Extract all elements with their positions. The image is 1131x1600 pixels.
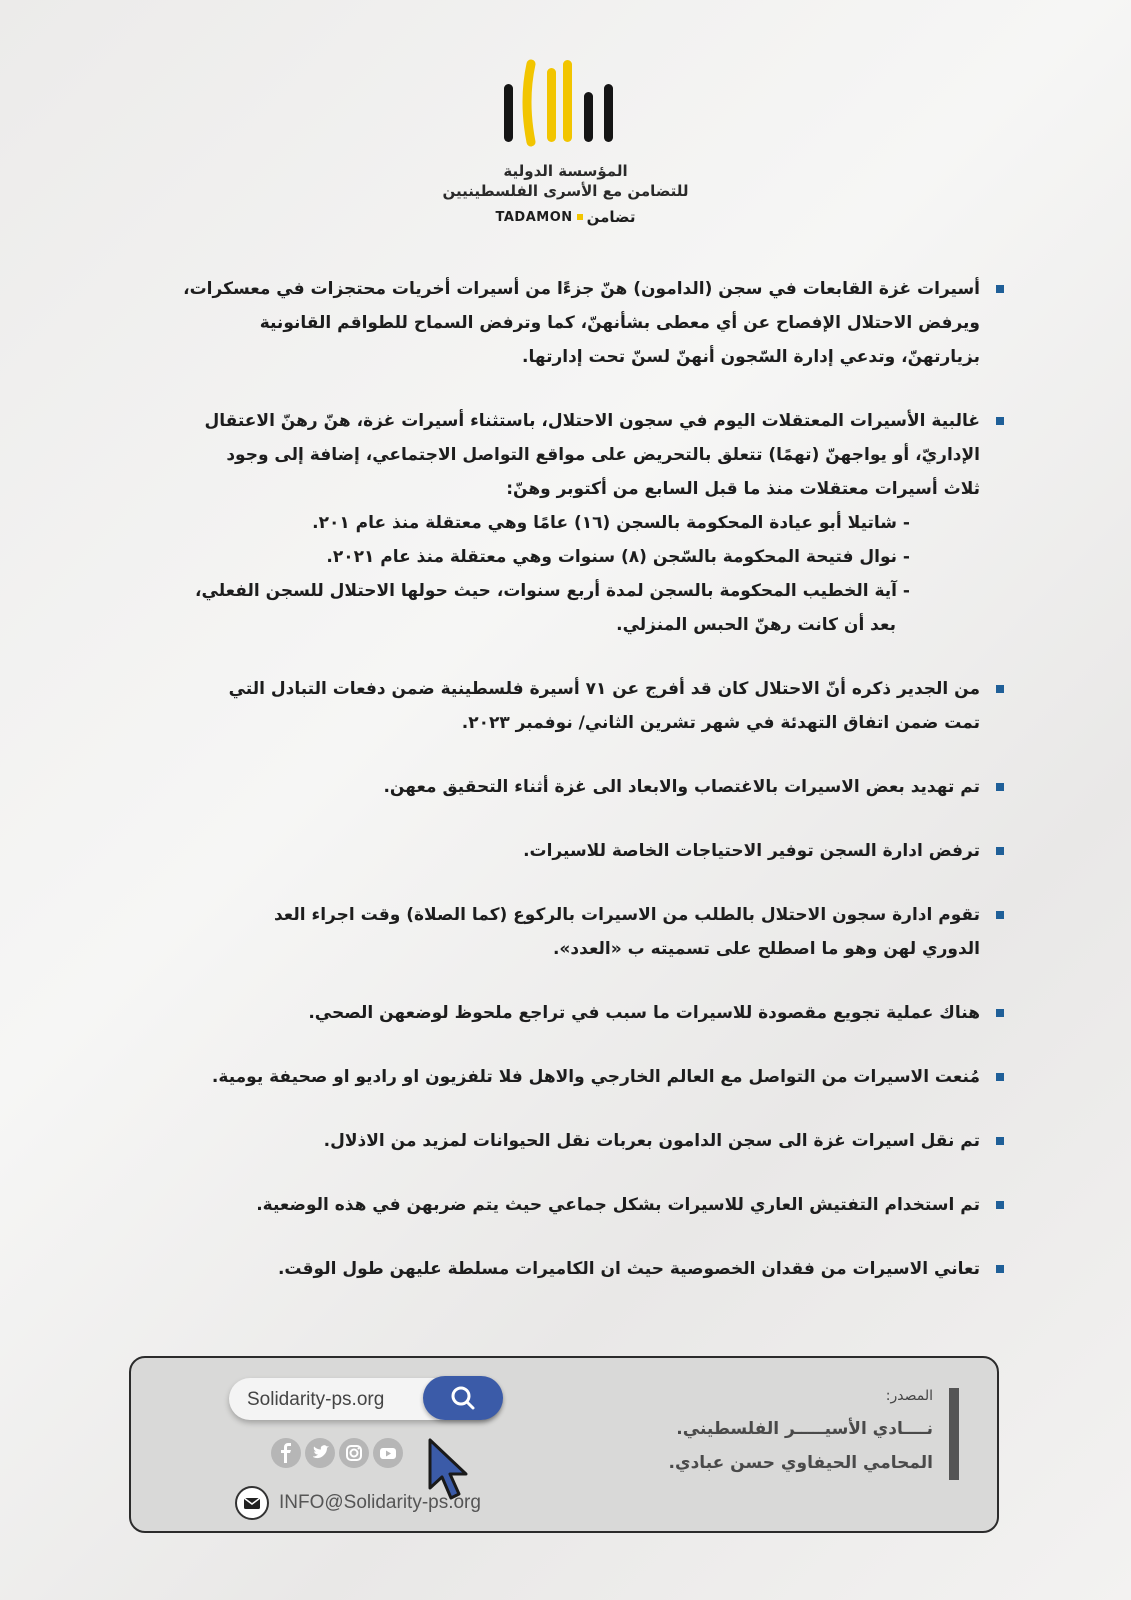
list-item (112, 996, 1004, 1030)
org-logo (0, 56, 1131, 226)
line: تم استخدام التفتيش العاري للاسيرات بشكل جماعي حيث يتم ضربهن في هذه الوضعية. (256, 1195, 980, 1215)
search-icon (423, 1376, 503, 1420)
sub-list (112, 506, 980, 642)
tadamon-bars-logo (501, 56, 631, 156)
brand-latin: TADAMON (495, 209, 573, 225)
bullet-square-icon (996, 1009, 1004, 1017)
bullet-square-icon (996, 847, 1004, 855)
sub-item: - نوال فتيحة المحكومة بالسّجن (٨) سنوات وهي معتقلة منذ عام ٢٠٢١. (326, 547, 910, 567)
facts-list (112, 272, 1004, 1286)
line: غالبية الأسيرات المعتقلات اليوم في سجون الاحتلال، باستثناء أسيرات غزة، هنّ رهنّ الاعتقال (204, 411, 980, 431)
line: بزيارتهنّ، وتدعي إدارة السّجون أنهنّ لسنّ تحت إدارتها. (522, 347, 980, 367)
list-item (112, 770, 1004, 804)
list-item (112, 834, 1004, 868)
org-name-line2: للتضامن مع الأسرى الفلسطينيين (442, 182, 689, 200)
youtube-icon[interactable] (373, 1438, 403, 1468)
line: تعاني الاسيرات من فقدان الخصوصية حيث ان الكاميرات مسلطة عليهن طول الوقت. (277, 1259, 980, 1279)
line: ترفض ادارة السجن توفير الاحتياجات الخاصة للاسيرات. (523, 841, 980, 861)
list-item (112, 898, 1004, 966)
line: هناك عملية تجويع مقصودة للاسيرات ما سبب في تراجع ملحوظ لوضعهن الصحي. (308, 1003, 980, 1023)
list-item (112, 1252, 1004, 1286)
org-name-line1: المؤسسة الدولية (503, 162, 628, 180)
email-address[interactable]: INFO@Solidarity-ps.org (279, 1492, 481, 1513)
list-item (112, 272, 1004, 374)
bullet-square-icon (996, 685, 1004, 693)
bullet-square-icon (996, 1137, 1004, 1145)
line: الإداريّ، أو يواجهنّ (تهمًا) تتعلق بالتحريض على مواقع التواصل الاجتماعي، إضافة إلى وجود (226, 445, 980, 465)
brand-dot (577, 214, 583, 220)
line: من الجدير ذكره أنّ الاحتلال كان قد أفرج عن ٧١ أسيرة فلسطينية ضمن دفعات التبادل التي (228, 679, 980, 699)
source-item: نــــادي الأسيـــــر الفلسطيني. (676, 1419, 933, 1439)
line: الدوري لهن وهو ما اصطلح على تسميته ب «العدد». (552, 939, 980, 959)
source-item: المحامي الحيفاوي حسن عبادي. (668, 1453, 933, 1473)
footer-box (129, 1356, 999, 1533)
bullet-square-icon (996, 1073, 1004, 1081)
line: مُنعت الاسيرات من التواصل مع العالم الخارجي والاهل فلا تلفزيون او راديو او صحيفة يومية. (211, 1067, 980, 1087)
sub-item: - شاتيلا أبو عيادة المحكومة بالسجن (١٦) عامًا وهي معتقلة منذ عام ٢٠١. (312, 513, 910, 533)
bullet-square-icon (996, 1201, 1004, 1209)
social-links (271, 1438, 403, 1468)
line: تم نقل اسيرات غزة الى سجن الدامون بعربات نقل الحيوانات لمزيد من الاذلال. (323, 1131, 980, 1151)
line: أسيرات غزة القابعات في سجن (الدامون) هنّ جزءًا من أسيرات أخريات محتجزات في معسكرات، (183, 279, 980, 299)
brand-wordmark (0, 208, 1131, 226)
search-button[interactable] (423, 1376, 503, 1420)
list-item (112, 672, 1004, 740)
brand-arabic: تضامن (586, 208, 636, 226)
source-block (669, 1388, 959, 1480)
line: تمت ضمن اتفاق التهدئة في شهر تشرين الثاني/ نوفمبر ٢٠٢٣. (461, 713, 980, 733)
list-item (112, 1188, 1004, 1222)
list-item (112, 404, 1004, 642)
bullet-square-icon (996, 783, 1004, 791)
line: تم تهديد بعض الاسيرات بالاغتصاب والابعاد الى غزة أثناء التحقيق معهن. (383, 777, 980, 797)
sub-item: - آية الخطيب المحكومة بالسجن لمدة أربع سنوات، حيث حولها الاحتلال للسجن الفعلي، (195, 581, 910, 601)
twitter-icon[interactable] (305, 1438, 335, 1468)
bullet-square-icon (996, 911, 1004, 919)
line: ثلاث أسيرات معتقلات منذ ما قبل السابع من أكتوبر وهنّ: (506, 479, 980, 499)
bullet-square-icon (996, 285, 1004, 293)
line: ويرفض الاحتلال الإفصاح عن أي معطى بشأنهنّ، كما وترفض السماح للطواقم القانونية (259, 313, 980, 333)
list-item (112, 1060, 1004, 1094)
source-label: المصدر: (885, 1388, 933, 1404)
list-item (112, 1124, 1004, 1158)
email-contact[interactable] (235, 1486, 481, 1520)
sub-item: بعد أن كانت رهنّ الحبس المنزلي. (616, 615, 896, 635)
bullet-square-icon (996, 1265, 1004, 1273)
facebook-icon[interactable] (271, 1438, 301, 1468)
line: تقوم ادارة سجون الاحتلال بالطلب من الاسيرات بالركوع (كما الصلاة) وقت اجراء العد (273, 905, 980, 925)
website-url[interactable]: Solidarity-ps.org (247, 1389, 385, 1410)
instagram-icon[interactable] (339, 1438, 369, 1468)
website-search-bar[interactable] (229, 1378, 501, 1420)
bullet-square-icon (996, 417, 1004, 425)
mail-icon (235, 1486, 269, 1520)
